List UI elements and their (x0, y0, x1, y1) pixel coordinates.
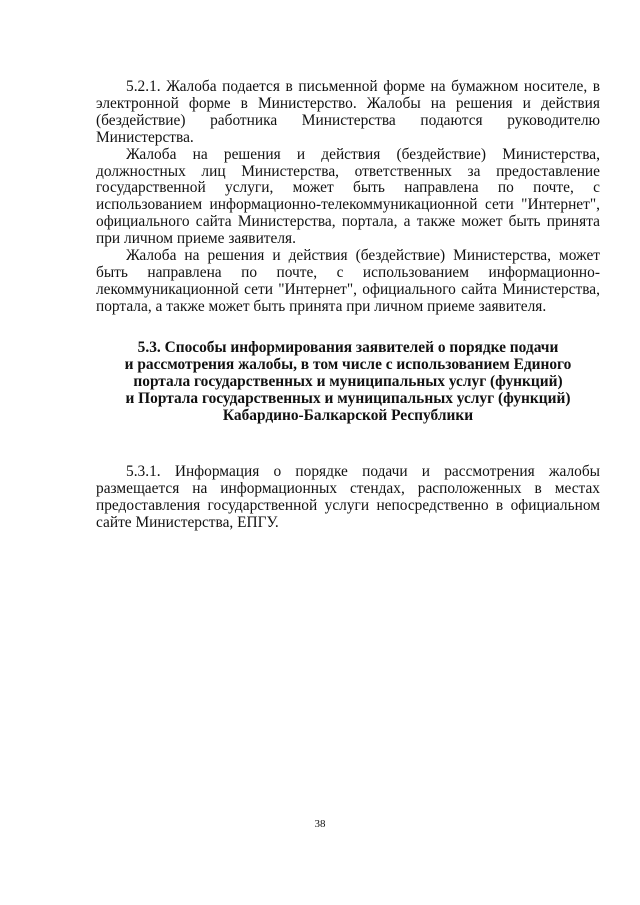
heading-line: и рассмотрения жалобы, в том числе с использованием Единого (124, 355, 572, 373)
heading-line: Кабардино-Балкарской Республики (222, 406, 474, 424)
paragraph-complaint-ministry: Жалоба на решения и действия (бездействие) Министерства, должностных лиц Министерства, ответственных за предоставление государственной услуги, может быть направлена по почте, с использованием информационно-телекоммуникационной сети "Интернет", официального сайта Министерства, портала, а также может быть принята при личном приеме заявителя. (96, 145, 600, 248)
page-number: 38 (314, 818, 326, 830)
paragraph-5-2-1: 5.2.1. Жалоба подается в письменной форме на бумажном носителе, в электронной форме в Министерство. Жалобы на решения и действия (бездействие) работника Министерства подаются руководителю Министерства. (96, 78, 600, 146)
section-5-2-text (96, 79, 600, 316)
heading-line: и Портала государственных и муниципальных услуг (функций) (125, 389, 571, 407)
section-5-3-heading (96, 340, 600, 425)
heading-line: портала государственных и муниципальных услуг (функций) (133, 372, 563, 390)
paragraph-5-3-1: 5.3.1. Информация о порядке подачи и рассмотрения жалобы размещается на информационных стендах, расположенных в местах предоставления государственной услуги непосредственно в официальном сайте Министерства, ЕПГУ. (96, 463, 600, 531)
paragraph-complaint-ministry-short: Жалоба на решения и действия (бездействие) Министерства, может быть направлена по почте, с использованием информационно-лекоммуникационной сети "Интернет", официального сайта Министерства, портала, а также может быть принята при личном приеме заявителя. (96, 247, 600, 315)
heading-line: 5.3. Способы информирования заявителей о порядке подачи (137, 339, 559, 356)
section-5-3-text (96, 464, 600, 532)
